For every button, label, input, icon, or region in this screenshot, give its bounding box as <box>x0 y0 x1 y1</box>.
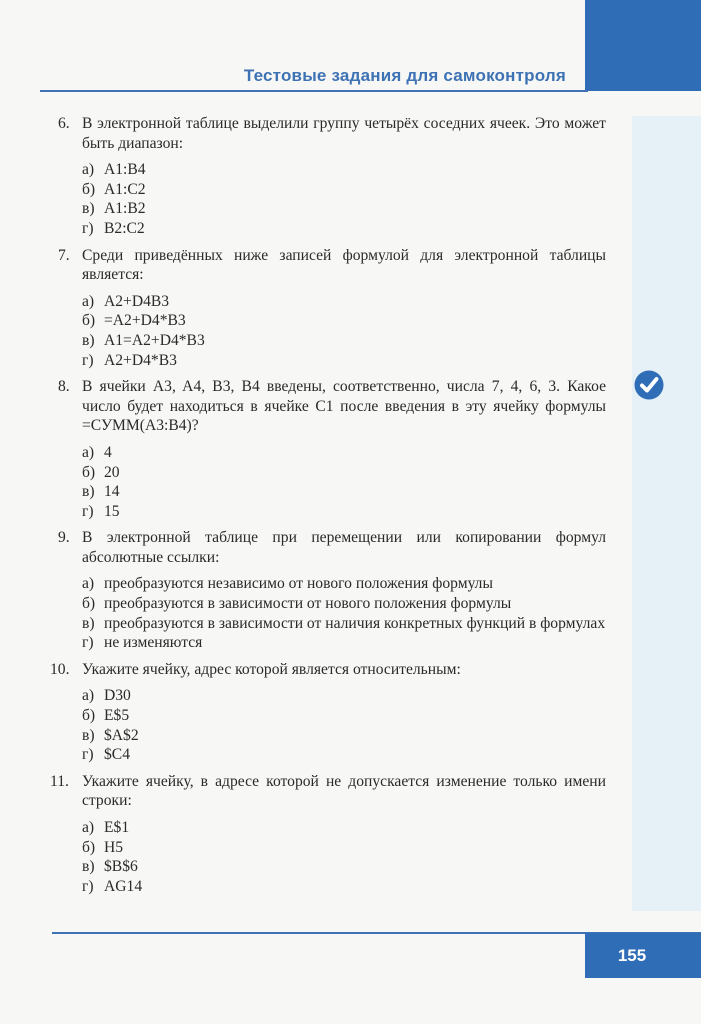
option-text: $C4 <box>104 746 130 764</box>
option-letter: в) <box>82 331 95 349</box>
option-text: A1=A2+D4*B3 <box>104 331 205 349</box>
option-text: не изменяются <box>104 634 203 652</box>
question-8 <box>58 377 606 521</box>
option-text: A2+D4B3 <box>104 292 170 310</box>
option-letter: б) <box>82 838 96 856</box>
question-number: 6. <box>58 115 70 132</box>
answer-option <box>82 502 606 522</box>
option-letter: в) <box>82 614 95 632</box>
question-9 <box>58 528 606 653</box>
answer-option <box>82 219 606 239</box>
question-text: В ячейки A3, A4, B3, B4 введены, соответственно, числа 7, 4, 6, 3. Какое число будет находиться в ячейке C1 после введения в эту ячейку формулы =СУММ(A3:B4)? <box>82 378 606 435</box>
question-text: Среди приведённых ниже записей формулой для электронной таблицы является: <box>82 246 606 284</box>
answer-option <box>82 614 606 634</box>
option-text: A1:B4 <box>104 161 146 179</box>
option-text: =A2+D4*B3 <box>104 312 186 330</box>
answer-option <box>82 199 606 219</box>
answer-option <box>82 838 606 858</box>
answer-option <box>82 160 606 180</box>
question-7 <box>58 246 606 371</box>
question-text: Укажите ячейку, в адресе которой не допускается изменение только имени строки: <box>82 772 606 810</box>
option-letter: г) <box>82 502 94 520</box>
option-text: 4 <box>104 443 112 461</box>
option-text: преобразуются независимо от нового положения формулы <box>104 575 493 593</box>
option-letter: г) <box>82 877 94 895</box>
option-letter: в) <box>82 483 95 501</box>
option-letter: в) <box>82 726 95 744</box>
option-letter: б) <box>82 595 96 613</box>
header-divider <box>40 90 588 92</box>
answer-option <box>82 706 606 726</box>
option-text: A2+D4*B3 <box>104 351 177 369</box>
question-text: В электронной таблице при перемещении или копировании формул абсолютные ссылки: <box>82 529 606 566</box>
answer-option <box>82 574 606 594</box>
question-11 <box>50 772 606 897</box>
question-6 <box>58 114 606 239</box>
option-letter: г) <box>82 219 94 237</box>
answer-option <box>82 726 606 746</box>
option-text: A1:C2 <box>104 180 146 198</box>
option-text: E$1 <box>104 819 130 836</box>
option-text: преобразуются в зависимости от наличия конкретных функций в формулах <box>104 614 606 632</box>
question-number: 10. <box>50 660 70 678</box>
option-letter: г) <box>82 634 94 652</box>
option-letter: а) <box>82 819 95 836</box>
answer-option <box>82 311 606 331</box>
answer-option <box>82 877 606 897</box>
questions-list <box>50 114 606 903</box>
margin-strip <box>632 116 701 911</box>
answer-option <box>82 331 606 351</box>
option-text: $A$2 <box>104 726 139 744</box>
page-number: 155 <box>585 933 701 978</box>
option-letter: б) <box>82 180 96 198</box>
section-title: Тестовые задания для самоконтроля <box>243 66 566 85</box>
question-number: 7. <box>58 246 70 264</box>
option-letter: в) <box>82 200 95 218</box>
option-letter: а) <box>82 161 95 179</box>
question-number: 9. <box>58 529 70 547</box>
option-text: H5 <box>104 838 124 856</box>
answer-option <box>82 594 606 614</box>
answer-option <box>82 180 606 200</box>
option-text: преобразуются в зависимости от нового положения формулы <box>104 595 512 613</box>
answer-option <box>82 443 606 463</box>
answer-option <box>82 857 606 877</box>
option-text: B2:C2 <box>104 219 145 237</box>
answer-option <box>82 292 606 312</box>
header-corner-block <box>585 0 701 91</box>
option-letter: а) <box>82 443 95 461</box>
option-text: AG14 <box>104 877 143 895</box>
answer-option <box>82 351 606 371</box>
option-text: 15 <box>104 502 120 520</box>
option-text: 14 <box>104 483 120 501</box>
question-number: 8. <box>58 378 70 396</box>
option-letter: б) <box>82 707 96 725</box>
question-number: 11. <box>50 772 69 790</box>
question-text: Укажите ячейку, адрес которой является относительным: <box>82 660 461 678</box>
answer-option <box>82 745 606 765</box>
option-letter: б) <box>82 312 96 330</box>
answer-option <box>82 686 606 706</box>
answer-option <box>82 818 606 838</box>
option-text: $B$6 <box>104 858 138 876</box>
option-letter: а) <box>82 687 95 705</box>
option-letter: а) <box>82 575 95 593</box>
check-circle-icon <box>634 370 664 400</box>
answer-option <box>82 633 606 653</box>
question-text: В электронной таблице выделили группу четырёх соседних ячеек. Это может быть диапазон: <box>82 115 606 152</box>
option-text: E$5 <box>104 707 130 725</box>
option-text: A1:B2 <box>104 200 146 218</box>
option-text: D30 <box>104 687 131 705</box>
option-text: 20 <box>104 463 120 481</box>
option-letter: г) <box>82 746 94 764</box>
option-letter: а) <box>82 292 95 310</box>
option-letter: г) <box>82 351 94 369</box>
answer-option <box>82 482 606 502</box>
answer-option <box>82 463 606 483</box>
option-letter: б) <box>82 463 96 481</box>
question-10 <box>50 660 606 765</box>
option-letter: в) <box>82 858 95 876</box>
